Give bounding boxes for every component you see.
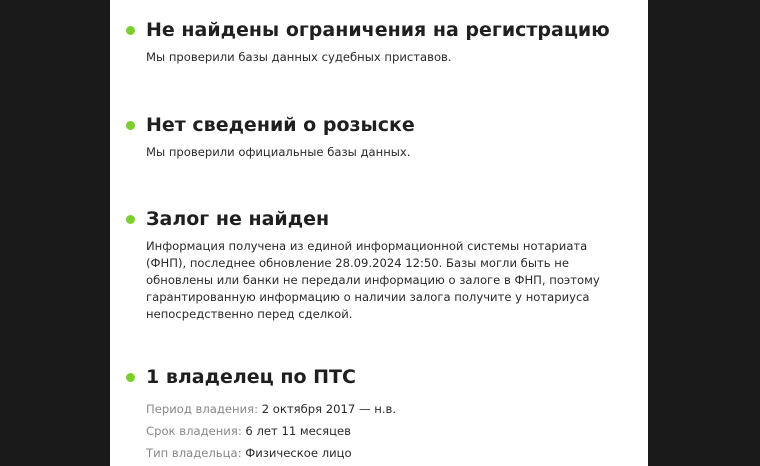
section-description: Мы проверили официальные базы данных. [146,145,411,159]
ownership-term-row [126,423,634,439]
status-dot-icon [126,373,135,382]
status-dot-icon [126,26,135,35]
ownership-period-label: Период владения: [146,402,259,416]
section-wanted-check [126,113,634,161]
ownership-period-row [126,401,634,417]
section-description: Мы проверили базы данных судебных приставов. [146,50,452,64]
section-pledge-check [126,207,634,323]
report-card [110,0,648,466]
status-dot-icon [126,121,135,130]
owner-type-row [126,445,634,461]
section-title: 1 владелец по ПТС [146,366,356,388]
section-owners [126,365,634,461]
section-title: Не найдены ограничения на регистрацию [146,19,610,41]
section-heading [126,18,634,42]
owner-type-value: Физическое лицо [245,446,352,460]
ownership-term-label: Срок владения: [146,424,242,438]
ownership-period-value: 2 октября 2017 — н.в. [261,402,397,416]
section-heading [126,365,634,389]
owner-type-label: Тип владельца: [146,446,242,460]
section-title: Нет сведений о розыске [146,114,415,136]
status-dot-icon [126,215,135,224]
section-title: Залог не найден [146,208,330,230]
section-registration-restrictions [126,18,634,66]
section-heading [126,207,634,231]
ownership-term-value: 6 лет 11 месяцев [245,424,351,438]
section-description: Информация получена из единой информационной системы нотариата (ФНП), последнее обновление 28.09.2024 12:50. Базы могли быть не обновлены или банки не передали информацию о залоге в ФНП, поэтому гарантированную информацию о наличии залога получите у нотариуса непосредственно перед сделкой. [146,239,600,321]
section-heading [126,113,634,137]
